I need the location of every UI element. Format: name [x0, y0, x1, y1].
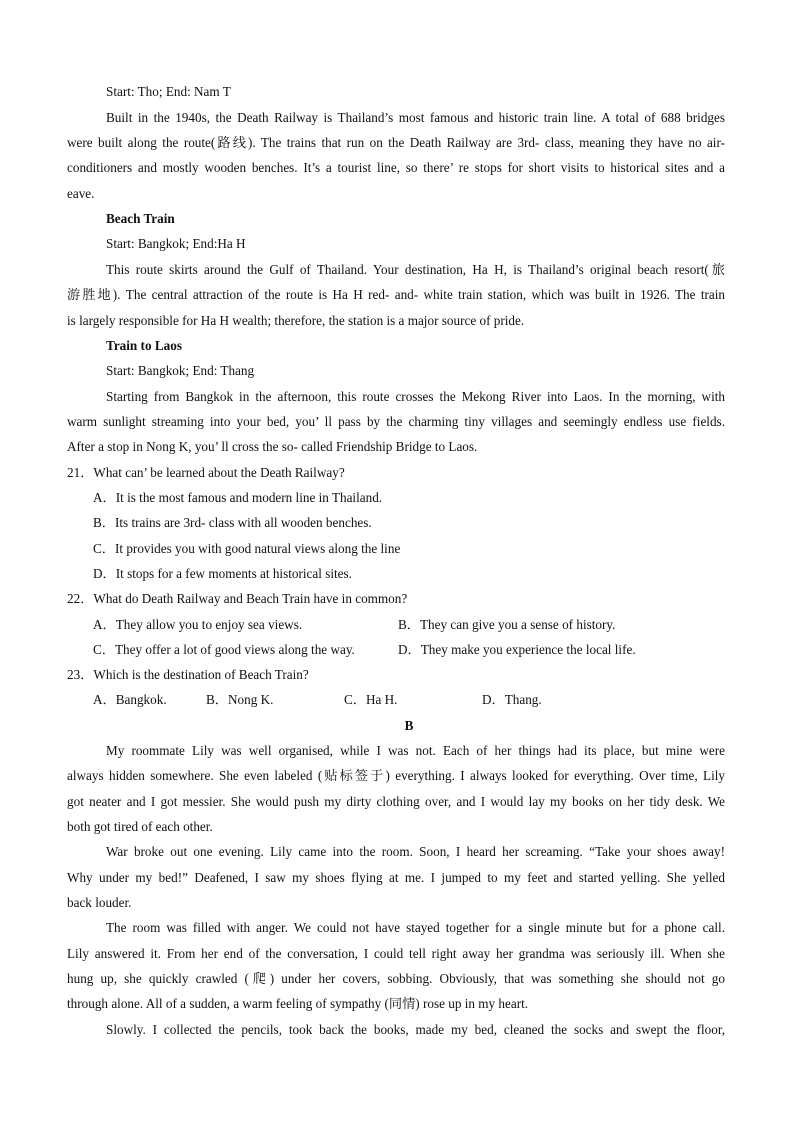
question-21-option-d: D．It stops for a few moments at historical sites.	[93, 566, 352, 581]
section-b-text-line: Lily answered it. From her end of the conversation, I could tell right away her grandma was seriously ill. When she	[67, 946, 725, 961]
question-21-option-b: B．Its trains are 3rd- class with all wooden benches.	[93, 515, 372, 530]
section-b-text-line: My roommate Lily was well organised, while I was not. Each of her things had its place, but mine were	[106, 743, 725, 758]
question-22-option-d: D．They make you experience the local life.	[398, 642, 636, 657]
section-b-text-line: back louder.	[67, 895, 132, 910]
section-b-text-line: The room was filled with anger. We could not have stayed together for a single minute but for a phone call.	[106, 920, 725, 935]
section-b-text-line: always hidden somewhere. She even labeled (贴标签于) everything. I always looked for everything. Over time, Lily	[67, 768, 725, 783]
section-b-text-line: got neater and I got messier. She would push my dirty clothing over, and I would lay my books on her tidy desk. We	[67, 794, 725, 809]
section-b-text-line: both got tired of each other.	[67, 819, 213, 834]
section-b-heading: B	[404, 718, 414, 733]
beach-train-title: Beach Train	[106, 211, 175, 226]
section-b-text-line: War broke out one evening. Lily came into the room. Soon, I heard her screaming. “Take your shoes away!	[106, 844, 725, 859]
train-to-laos-text-line: After a stop in Nong K, you’ ll cross the so- called Friendship Bridge to Laos.	[67, 439, 478, 454]
death-railway-text-line: conditioners and mostly wooden benches. It’s a tourist line, so there’ re stops for short visits to historical sites and a	[67, 160, 725, 175]
beach-train-text-line: is largely responsible for Ha H wealth; therefore, the station is a major source of pride.	[67, 313, 525, 328]
train-to-laos-text-line: Starting from Bangkok in the afternoon, this route crosses the Mekong River into Laos. In the morning, with	[106, 389, 725, 404]
question-23-option-d: D．Thang.	[482, 692, 542, 707]
question-21-stem: 21．What can’ be learned about the Death Railway?	[67, 465, 345, 480]
train-to-laos-title: Train to Laos	[106, 338, 182, 353]
beach-train-start-end: Start: Bangkok; End:Ha H	[106, 236, 246, 251]
question-21-option-a: A．It is the most famous and modern line in Thailand.	[93, 490, 383, 505]
question-22-option-b: B．They can give you a sense of history.	[398, 617, 616, 632]
question-22-option-a: A．They allow you to enjoy sea views.	[93, 617, 303, 632]
question-21-option-c: C．It provides you with good natural views along the line	[93, 541, 401, 556]
section-b-text-line: Why under my bed!” Deafened, I saw my shoes flying at me. I jumped to my feet and started yelling. She yelled	[67, 870, 725, 885]
question-23-stem: 23．Which is the destination of Beach Train?	[67, 667, 309, 682]
question-23-option-b: B．Nong K.	[206, 692, 274, 707]
train-to-laos-text-line: warm sunlight streaming into your bed, you’ ll pass by the charming tiny villages and seemingly endless use fields.	[67, 414, 725, 429]
beach-train-text-line: This route skirts around the Gulf of Thailand. Your destination, Ha H, is Thailand’s original beach resort(旅	[106, 262, 725, 277]
question-22-option-c: C．They offer a lot of good views along the way.	[93, 642, 355, 657]
death-railway-start-end: Start: Tho; End: Nam T	[106, 84, 231, 99]
section-b-text-line: hung up, she quickly crawled (爬) under her covers, sobbing. Obviously, that was something she should not go	[67, 971, 725, 986]
question-22-stem: 22．What do Death Railway and Beach Train have in common?	[67, 591, 408, 606]
train-to-laos-start-end: Start: Bangkok; End: Thang	[106, 363, 255, 378]
section-b-text-line: Slowly. I collected the pencils, took back the books, made my bed, cleaned the socks and swept the floor,	[106, 1022, 725, 1037]
death-railway-text-line: were built along the route(路线). The trains that run on the Death Railway are 3rd- class, meaning they have no air-	[67, 135, 725, 150]
section-b-text-line: through alone. All of a sudden, a warm feeling of sympathy (同情) rose up in my heart.	[67, 996, 529, 1011]
death-railway-text-line: Built in the 1940s, the Death Railway is Thailand’s most famous and historic train line. A total of 688 bridges	[106, 110, 725, 125]
question-23-option-c: C．Ha H.	[344, 692, 398, 707]
question-23-option-a: A．Bangkok.	[93, 692, 167, 707]
beach-train-text-line: 游胜地). The central attraction of the route is Ha H red- and- white train station, which was built in 1926. The train	[67, 287, 725, 302]
death-railway-text-line: eave.	[67, 186, 95, 201]
